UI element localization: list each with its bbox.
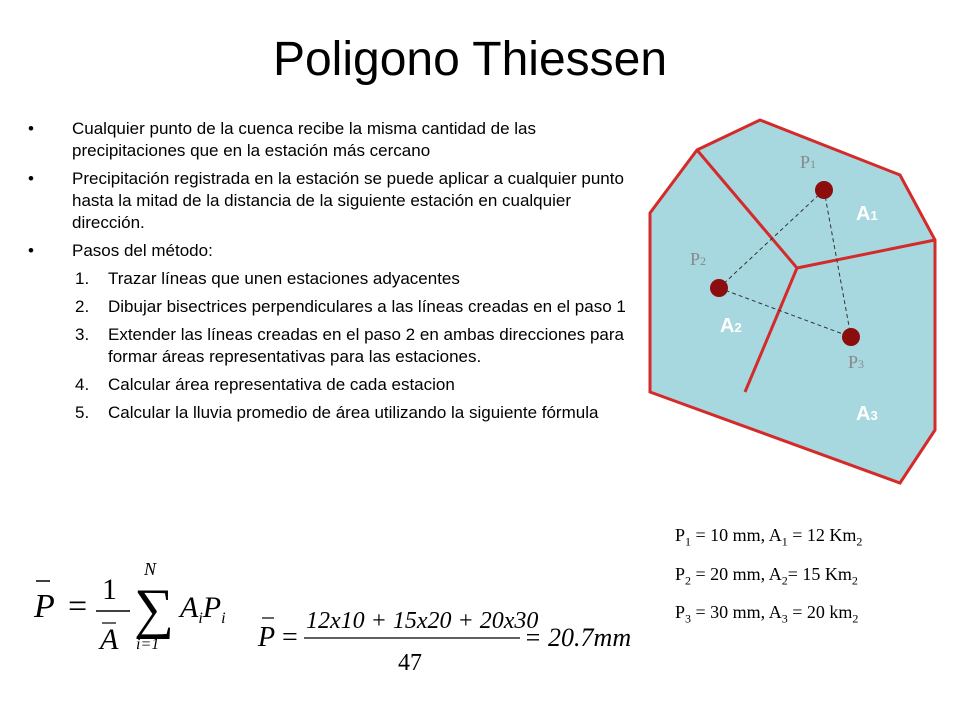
station-p1-label: P1 [800,152,817,172]
step-number: 2. [75,297,90,316]
formula-lhs: P [34,588,55,625]
bullet-item [28,118,638,162]
bullet-item [28,168,638,234]
station-value-row: $P_3 = 30$ mm, $A_3 = 20$ $km_2$ [675,602,859,626]
station-p2-marker [710,279,728,297]
bullet-marker: • [28,241,34,260]
station-p1-marker [815,181,833,199]
formula-general [30,555,240,665]
bullet-marker: • [28,169,34,188]
bullet-text: Pasos del método: [72,241,213,260]
station-p3-marker [842,328,860,346]
sum-upper: N [144,559,157,579]
step-text: Extender las líneas creadas en el paso 2 en ambas direcciones para formar áreas representativas para las estaciones. [108,325,624,366]
step-text: Calcular la lluvia promedio de área utilizando la siguiente fórmula [108,403,599,422]
step-text: Trazar líneas que unen estaciones adyacentes [108,269,460,288]
step-number: 3. [75,325,90,344]
step-number: 5. [75,403,90,422]
formula-calc [252,600,642,675]
calc-denominator: 47 [398,650,422,675]
formula-term: $A_iP_i$ [180,591,226,627]
step-item [28,402,638,424]
area-a1-label: A1 [856,203,878,225]
step-number: 4. [75,375,90,394]
step-item [28,324,638,368]
station-value-row: $P_1 = 10$ mm, $A_1 = 12$ $Km_2$ [675,525,863,549]
sum-lower: i=1 [136,636,160,653]
area-a3-label: A3 [856,403,878,425]
bullet-text: Cualquier punto de la cuenca recibe la misma cantidad de las precipitaciones que en la estación más cercano [72,119,536,160]
thiessen-diagram [640,110,940,510]
calc-result: = 20.7mm [524,623,632,652]
formula-area: A [100,623,119,656]
bullet-list [28,118,638,430]
step-text: Calcular área representativa de cada estacion [108,375,455,394]
bullet-text: Precipitación registrada en la estación se puede aplicar a cualquier punto hasta la mitad de la distancia de la siguiente estación en cualquier dirección. [72,169,624,232]
calc-equals: = [282,622,298,653]
sum-symbol: ∑ [134,578,174,640]
station-values [675,525,862,641]
area-a2-label: A2 [720,315,742,337]
bullet-marker: • [28,119,34,138]
step-text: Dibujar bisectrices perpendiculares a las líneas creadas en el paso 1 [108,297,626,316]
page-title: Poligono Thiessen [272,33,668,86]
station-p3-label: P3 [848,352,865,372]
step-item [28,268,638,290]
step-item [28,374,638,396]
calc-numerator: 12x10 + 15x20 + 20x30 [306,608,539,634]
bullet-item [28,240,638,262]
step-item [28,296,638,318]
step-number: 1. [75,269,90,288]
formula-one: 1 [102,573,117,606]
basin-area [650,120,935,483]
formula-equals: = [68,588,88,625]
station-p2-label: P2 [690,249,707,269]
station-value-row: $P_2 = 20$ mm, $A_2= 15$ $Km_2$ [675,563,858,588]
calc-lhs: P [258,622,276,653]
